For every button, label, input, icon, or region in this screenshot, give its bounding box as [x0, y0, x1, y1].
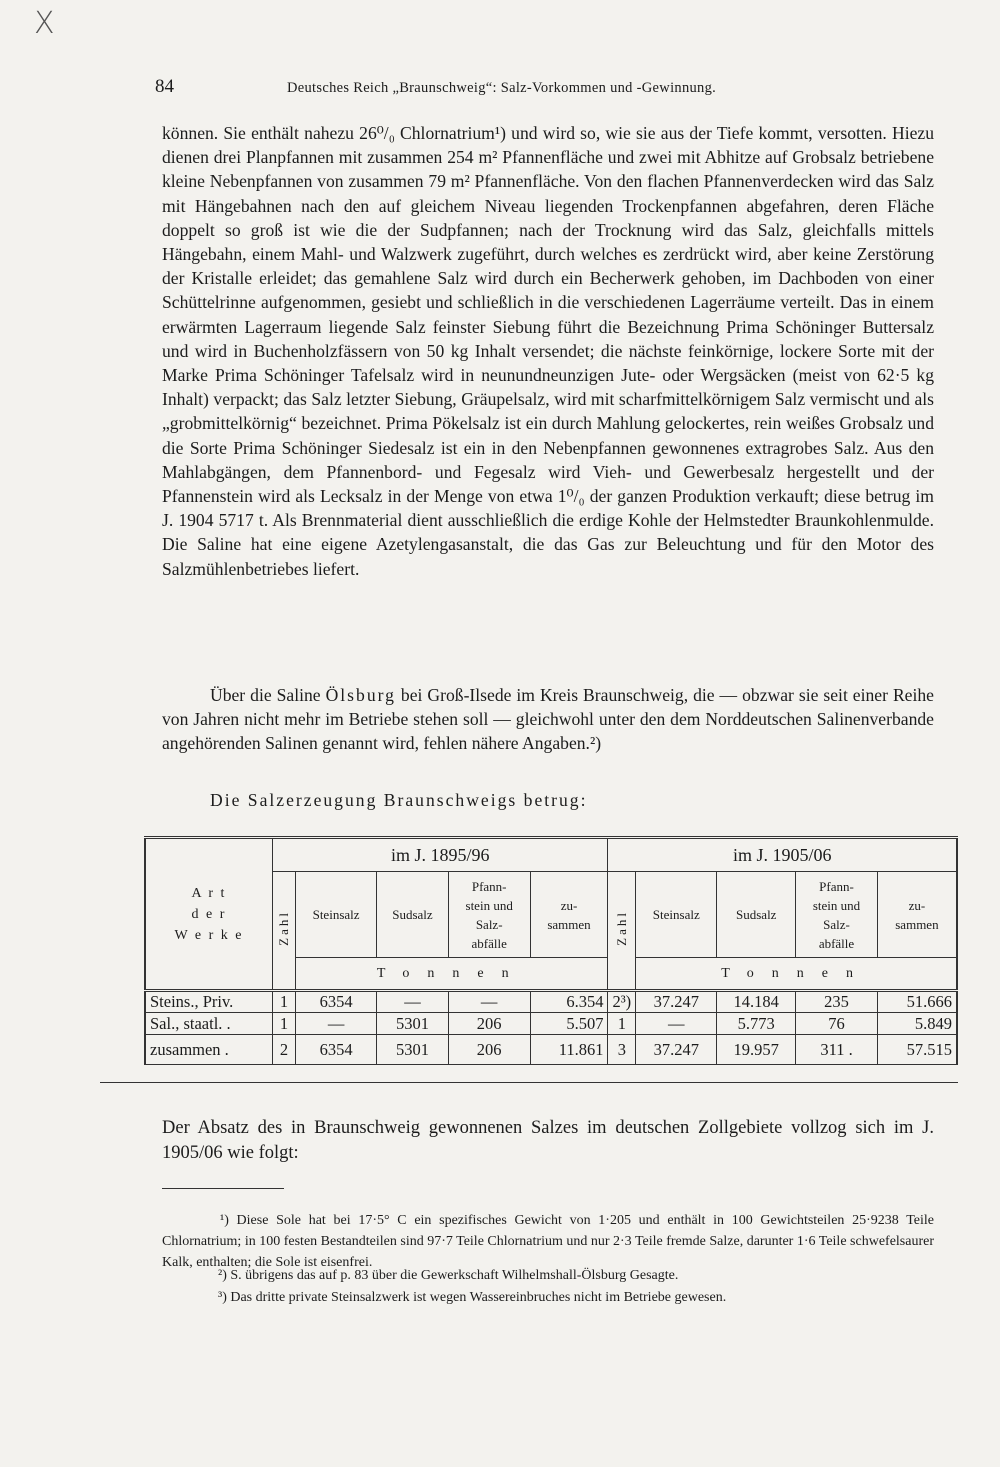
- steinsalz-header-2: Steinsalz: [636, 872, 717, 958]
- zusammen-header-2: [877, 872, 957, 958]
- sudsalz-header-1: Sudsalz: [377, 872, 449, 958]
- cell-zahl: 3: [608, 1035, 636, 1065]
- cell-steinsalz: —: [296, 1013, 377, 1035]
- paragraph-2-start: Über die Saline: [210, 685, 326, 705]
- cell-zusammen: 51.666: [877, 991, 957, 1013]
- paragraph-2-rest: bei Groß-Ilsede im Kreis Braunschweig, die — obzwar sie seit einer Reihe von Jahren nicht mehr im Betriebe stehen soll — gleichwohl unter den dem Norddeutschen Salinenverbande angehörenden Salinen genannt wird, fehlen nähere Angaben.²): [162, 685, 934, 754]
- cell-pfannstein: 206: [448, 1035, 530, 1065]
- zahl-header-2: [608, 872, 636, 991]
- cell-pfannstein: —: [448, 991, 530, 1013]
- cell-pfannstein: 206: [448, 1013, 530, 1035]
- art-header: A r t d e r W e r k e: [174, 885, 244, 943]
- cell-sudsalz: 5301: [377, 1013, 449, 1035]
- footnote-2: ²) S. übrigens das auf p. 83 über die Gewerkschaft Wilhelmshall-Ölsburg Gesagte.: [218, 1268, 679, 1283]
- footnote-3: ³) Das dritte private Steinsalzwerk ist wegen Wassereinbruches nicht im Betriebe gewesen.: [218, 1290, 727, 1305]
- pfannstein-header-1: [448, 872, 530, 958]
- paragraph-4: Der Absatz des in Braunschweig gewonnenen Salzes im deutschen Zollgebiete vollzog sich im J. 1905/06 wie folgt:: [162, 1118, 934, 1163]
- cell-sudsalz: 19.957: [717, 1035, 796, 1065]
- cell-steinsalz: 37.247: [636, 991, 717, 1013]
- cell-zusammen: 5.507: [530, 1013, 608, 1035]
- cell-sudsalz: 5301: [377, 1035, 449, 1065]
- footnote-1: ¹) Diese Sole hat bei 17·5° C ein spezifisches Gewicht von 1·205 und enthält in 100 Gewichtsteilen 25·9238 Teile Chlornatrium; in 100 festen Bestandteilen sind 97·7 Teile Chlornatrium und nur 2·3 Teile fremde Salze, darunter 1·6 Teile schwefelsaurer Kalk, enthalten; die Sole ist eisenfrei.: [162, 1213, 934, 1270]
- paragraph-1: können. Sie enthält nahezu 26⁰/₀ Chlornatrium¹) und wird so, wie sie aus der Tiefe kommt, versotten. Hiezu dienen drei Planpfannen mit zusammen 254 m² Pfannenfläche und zwei mit Abhitze auf Grobsalz betriebene kleine Nebenpfannen von zusammen 79 m² Pfannenfläche. Von den flachen Pfannenverdecken wird das Salz mit Hängebahnen nach den auf gleichem Niveau liegenden Trockenpfannen abgefahren, deren Fläche doppelt so groß ist wie die der Sudpfannen; nach der Trocknung wird das Salz, gleichfalls mittels Hängebahn, einem Mahl- und Walzwerk zugeführt, durch welches es zerdrückt wird, aber keine Zerstörung der Kristalle erleidet; das gemahlene Salz wird durch ein Becherwerk gehoben, im Dachboden von einer Schüttelrinne aufgenommen, gesiebt und schließlich in die verschiedenen Lagerräume verteilt. Das in einem erwärmten Lagerraum liegende Salz feinster Siebung führt die Bezeichnung Prima Schöninger Buttersalz und wird in Buchenholzfässern von 50 kg Inhalt versendet; die nächste feinkörnige, lockere Sorte mit der Marke Prima Schöninger Tafelsalz wird in neunundneunzigen Jute- oder Wergsäcken (meist von 62·5 kg Inhalt) verpackt; das Salz letzter Siebung, Gräupelsalz, wird mit scharfmittelkörnigem Salz vermischt und als „grobmittelkörnig“ bezeichnet. Prima Pökelsalz ist ein durch Mahlung gelockertes, rein weißes Grobsalz und die Sorte Prima Schöninger Siedesalz ist ein in den Nebenpfannen gewonnenes extragrobes Salz. Aus den Mahlabgängen, dem Pfannenbord- und Fegesalz wird Vieh- und Gewerbesalz hergestellt und der Pfannenstein wird als Lecksalz in der Menge von etwa 1⁰/₀ der ganzen Produktion verkauft; diese betrug im J. 1904 5717 t. Als Brennmaterial dient ausschließlich die erdige Kohle der Helmstedter Braunkohlenmulde. Die Saline hat eine eigene Azetylengasanstalt, die das Gas zur Beleuchtung und für den Motor des Salzmühlenbetriebes liefert.: [162, 123, 934, 579]
- cell-sudsalz: 14.184: [717, 991, 796, 1013]
- cell-sudsalz: —: [377, 991, 449, 1013]
- cell-steinsalz: 37.247: [636, 1035, 717, 1065]
- steinsalz-header-1: Steinsalz: [296, 872, 377, 958]
- cell-steinsalz: —: [636, 1013, 717, 1035]
- footnote-rule: [162, 1188, 284, 1189]
- cell-zusammen: 11.861: [530, 1035, 608, 1065]
- cell-zusammen: 5.849: [877, 1013, 957, 1035]
- pfannstein-header-2: [796, 872, 878, 958]
- pencil-mark: X: [34, 6, 55, 41]
- cell-pfannstein: 311 .: [796, 1035, 878, 1065]
- cell-zusammen: 6.354: [530, 991, 608, 1013]
- zusammen-label: zu- sammen: [895, 897, 939, 932]
- cell-pfannstein: 76: [796, 1013, 878, 1035]
- table-bottom-rule: [100, 1082, 958, 1083]
- tonnen-unit-1: Tonnen: [296, 958, 608, 991]
- zusammen-header-1: [530, 872, 608, 958]
- art-header-cell: [145, 838, 273, 991]
- saline-name: Ölsburg: [325, 685, 396, 705]
- running-head: Deutsches Reich „Braunschweig“: Salz-Vorkommen und -Gewinnung.: [287, 80, 717, 96]
- row-label: zusammen .: [145, 1035, 273, 1065]
- zahl-label: Zahl: [276, 910, 291, 946]
- cell-zahl: 2³): [608, 991, 636, 1013]
- pfannstein-label: Pfann- stein und Salz- abfälle: [812, 878, 861, 951]
- zahl-header-1: [273, 872, 296, 991]
- paragraph-2: [162, 683, 934, 756]
- zahl-label: Zahl: [613, 910, 629, 946]
- row-label: Sal., staatl. .: [145, 1013, 273, 1035]
- page-number: 84: [155, 76, 174, 97]
- tonnen-unit-2: Tonnen: [636, 958, 957, 991]
- row-label: Steins., Priv.: [145, 991, 273, 1013]
- cell-zusammen: 57.515: [877, 1035, 957, 1065]
- cell-steinsalz: 6354: [296, 991, 377, 1013]
- cell-zahl: 2: [273, 1035, 296, 1065]
- pfannstein-label: Pfann- stein und Salz- abfälle: [465, 878, 513, 951]
- salt-production-table: [144, 836, 958, 1065]
- cell-zahl: 1: [608, 1013, 636, 1035]
- header-1895: im J. 1895/96: [273, 838, 608, 872]
- sudsalz-header-2: Sudsalz: [717, 872, 796, 958]
- table-intro: Die Salzerzeugung Braunschweigs betrug:: [210, 790, 588, 810]
- cell-sudsalz: 5.773: [717, 1013, 796, 1035]
- header-1905: im J. 1905/06: [608, 838, 957, 872]
- zusammen-label: zu- sammen: [547, 897, 591, 932]
- cell-steinsalz: 6354: [296, 1035, 377, 1065]
- cell-pfannstein: 235: [796, 991, 878, 1013]
- cell-zahl: 1: [273, 1013, 296, 1035]
- cell-zahl: 1: [273, 991, 296, 1013]
